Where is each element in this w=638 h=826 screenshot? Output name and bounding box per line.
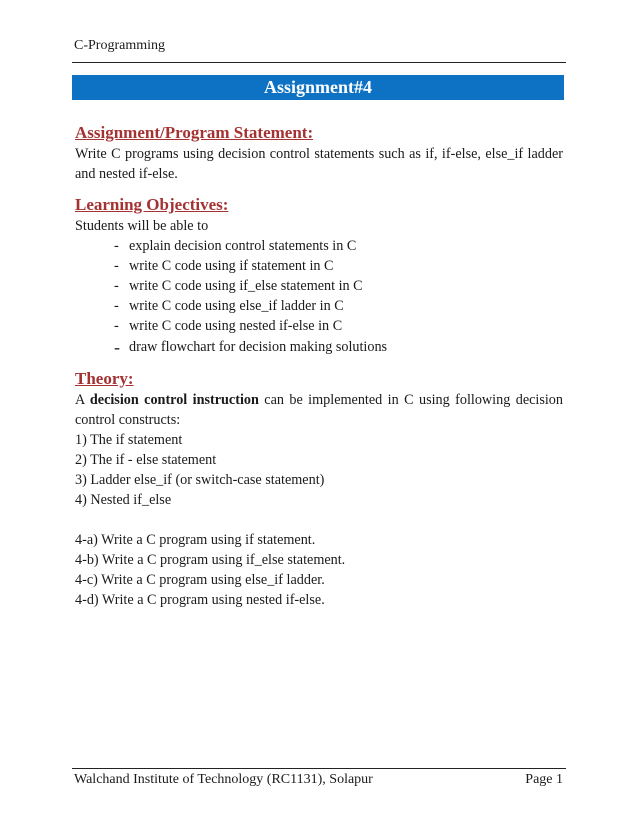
theory-bold-term: decision control instruction: [89, 392, 259, 408]
objective-item: [114, 276, 563, 296]
statement-text: Write C programs using decision control statements such as if, if-else, else_if ladder and nested if-else.: [75, 146, 563, 182]
theory-text-suffix: can be implemented in C using following decision control constructs:: [75, 392, 563, 428]
header-divider: [72, 62, 566, 63]
theory-text-prefix: A: [75, 392, 90, 408]
objective-text: write C code using if_else statement in C: [129, 278, 363, 294]
task-item: 4-a) Write a C program using if statement.: [75, 532, 316, 548]
dash-bullet: -: [114, 278, 119, 294]
objective-text: write C code using nested if-else in C: [129, 318, 343, 334]
objectives-intro: Students will be able to: [75, 218, 209, 234]
dash-bullet: -: [114, 337, 120, 357]
construct-item: 3) Ladder else_if (or switch-case statement): [75, 472, 325, 488]
footer-institute: Walchand Institute of Technology (RC1131), Solapur: [74, 772, 373, 787]
construct-item: 1) The if statement: [75, 432, 183, 448]
running-header: C-Programming: [74, 38, 165, 53]
objective-item: [114, 296, 563, 316]
objectives-list: [75, 236, 563, 358]
objectives-heading: Learning Objectives:: [75, 195, 229, 214]
statement-heading: Assignment/Program Statement:: [75, 123, 314, 142]
task-item: 4-d) Write a C program using nested if-else.: [75, 592, 325, 608]
assignment-title-banner: Assignment#4: [72, 75, 564, 100]
footer-divider: [72, 768, 566, 769]
objective-text: explain decision control statements in C: [129, 238, 357, 254]
task-item: 4-c) Write a C program using else_if ladder.: [75, 572, 325, 588]
dash-bullet: -: [114, 258, 119, 274]
objective-text: write C code using if statement in C: [129, 258, 334, 274]
theory-paragraph: [75, 390, 563, 430]
objective-item: [114, 236, 563, 256]
objective-item: [114, 256, 563, 276]
page-number: Page 1: [525, 772, 563, 787]
dash-bullet: -: [114, 318, 119, 334]
objective-text: write C code using else_if ladder in C: [129, 298, 344, 314]
dash-bullet: -: [114, 238, 119, 254]
construct-item: 4) Nested if_else: [75, 492, 172, 508]
construct-item: 2) The if - else statement: [75, 452, 217, 468]
objective-text: draw flowchart for decision making solutions: [129, 339, 388, 355]
document-body: [75, 122, 563, 610]
theory-heading: Theory:: [75, 369, 134, 388]
task-item: 4-b) Write a C program using if_else statement.: [75, 552, 346, 568]
objective-item: [114, 316, 563, 336]
dash-bullet: -: [114, 298, 119, 314]
objective-item: [114, 336, 563, 358]
